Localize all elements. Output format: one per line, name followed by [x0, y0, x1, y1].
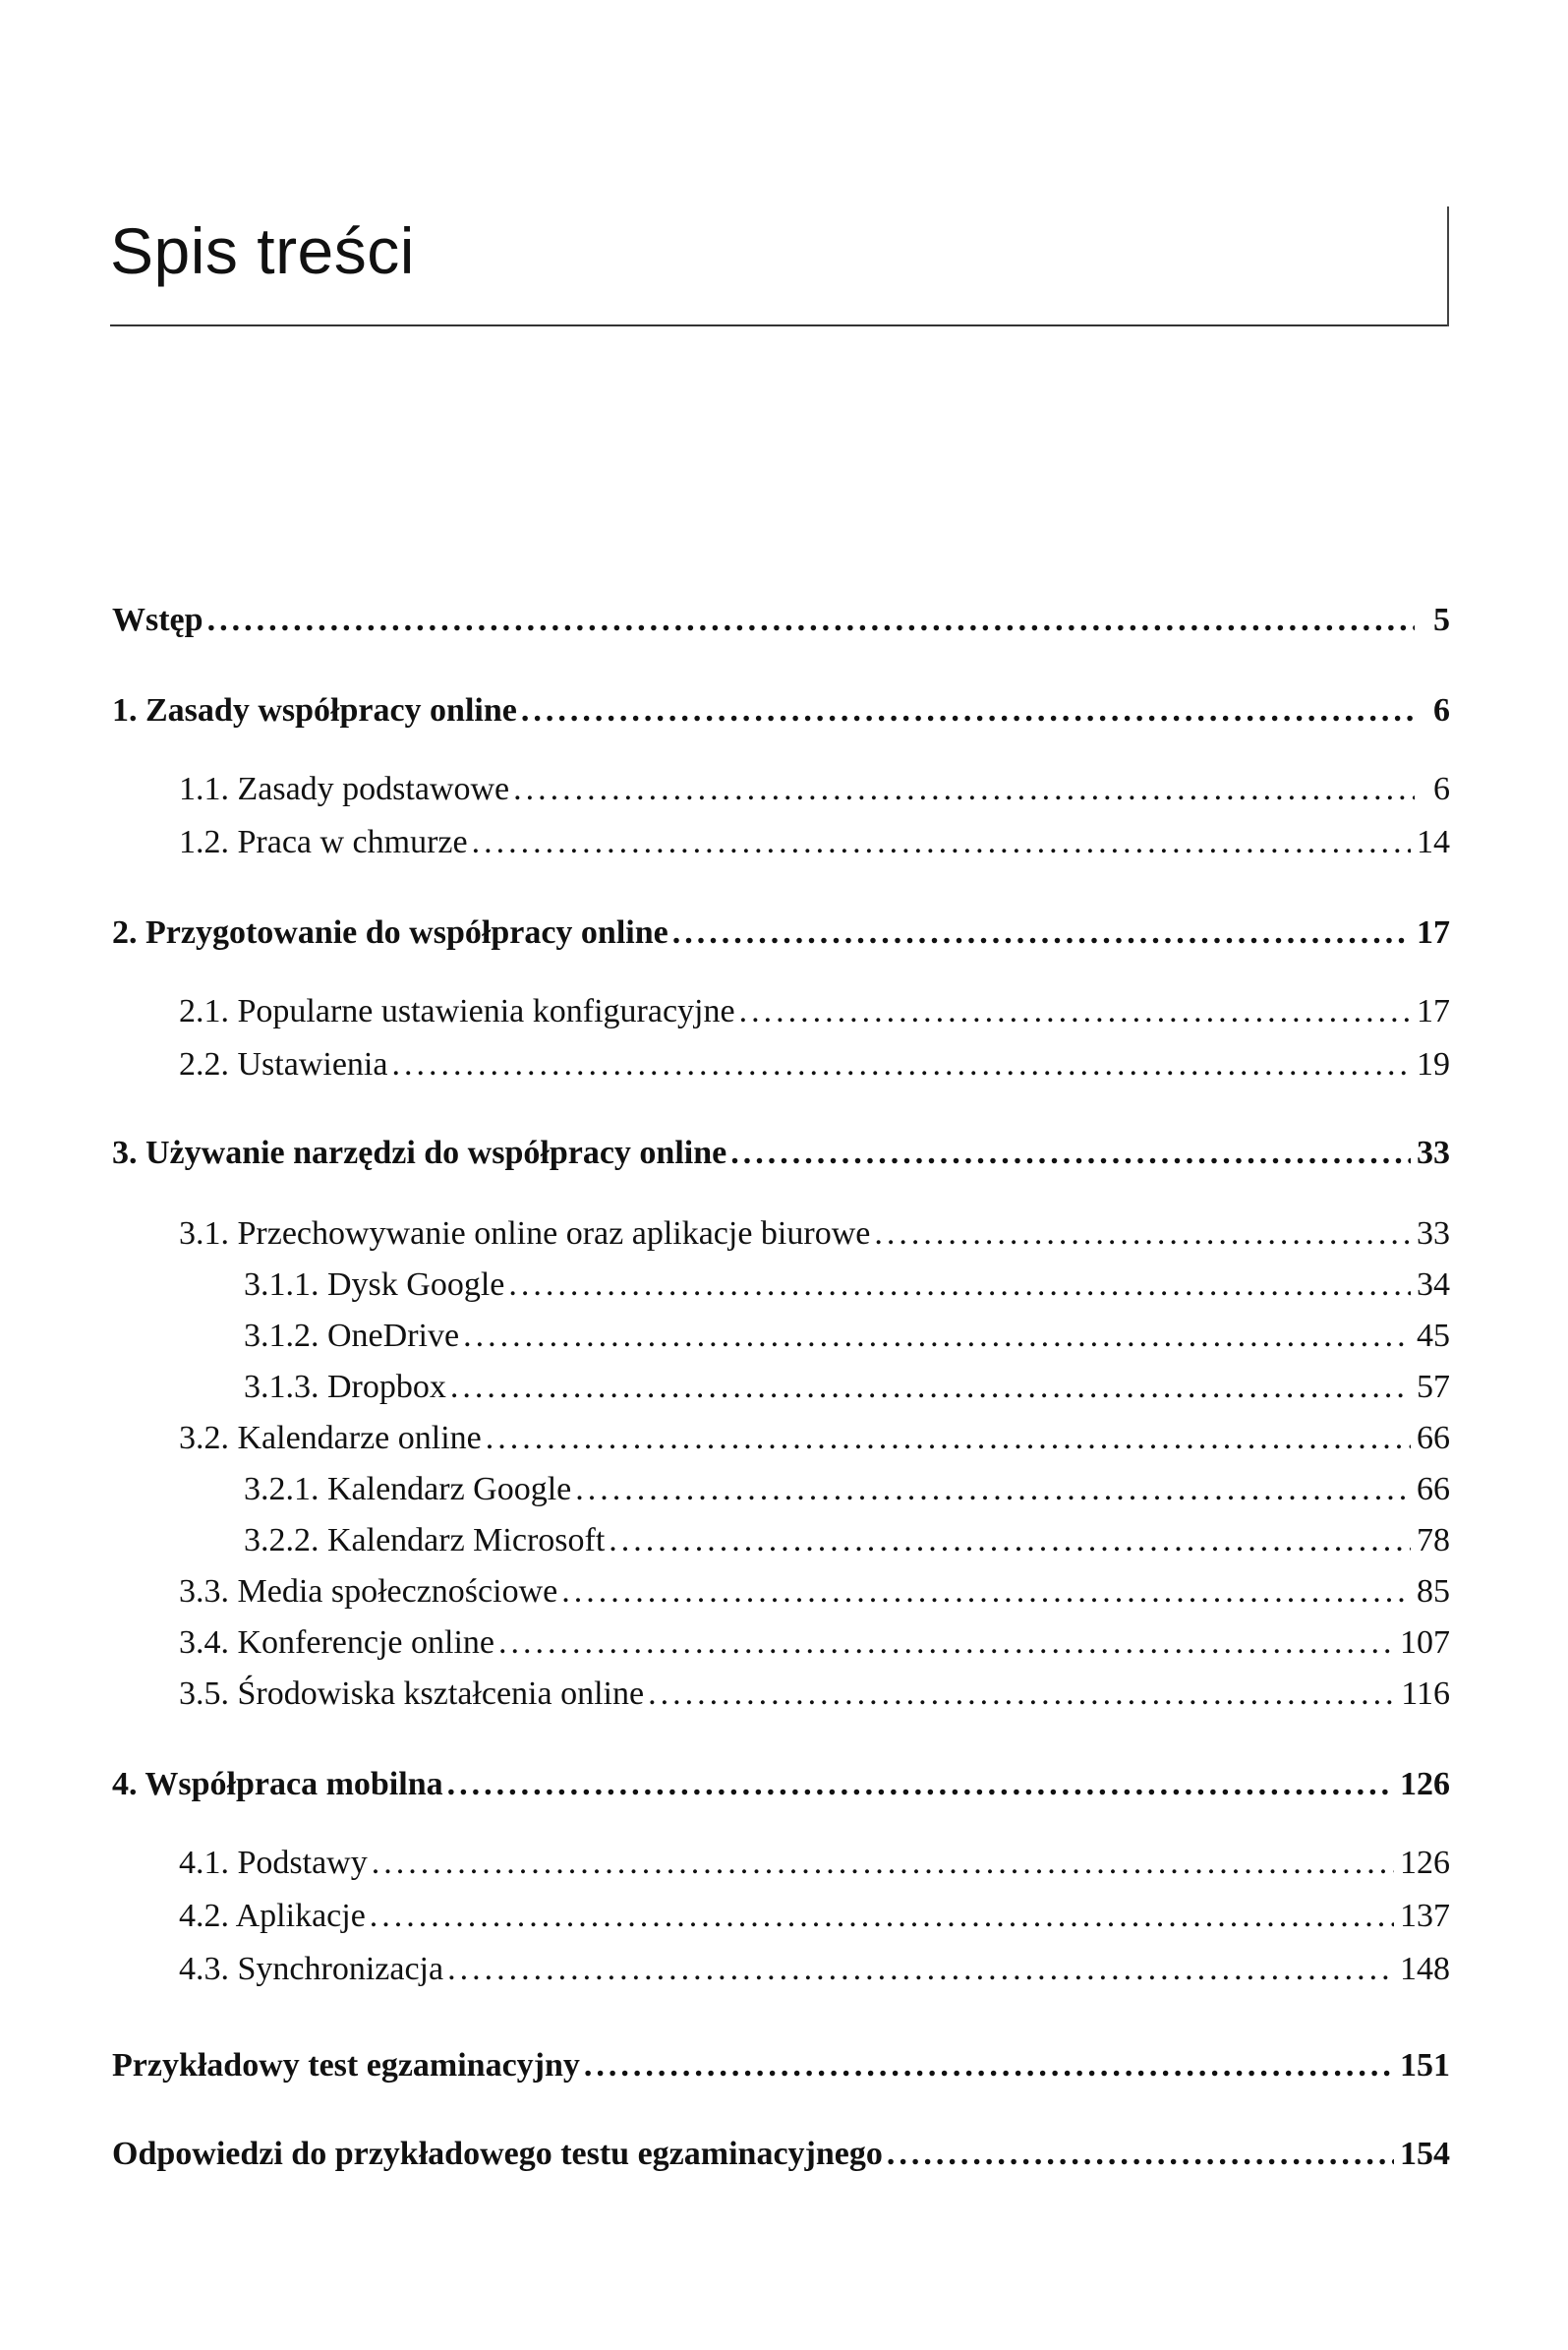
toc-entry-test-answers[interactable] — [0, 2136, 1568, 2179]
toc-leader-dots — [486, 1420, 1411, 1457]
toc-entry-label: 3. Używanie narzędzi do współpracy online — [112, 1135, 727, 1171]
toc-entry-wstep[interactable] — [0, 602, 1568, 645]
toc-entry-sample-test[interactable] — [0, 2047, 1568, 2090]
toc-entry-label: 3.3. Media społecznościowe — [179, 1573, 558, 1610]
toc-entry-chapter-2[interactable] — [0, 914, 1568, 958]
toc-leader-dots — [447, 1951, 1394, 1988]
toc-entry-section-3-1-1[interactable] — [0, 1266, 1568, 1310]
toc-entry-page: 85 — [1417, 1573, 1450, 1610]
toc-entry-label: Przykładowy test egzaminacyjny — [112, 2047, 580, 2084]
toc-entry-section-1-2[interactable] — [0, 824, 1568, 867]
toc-entry-section-3-2[interactable] — [0, 1420, 1568, 1463]
toc-leader-dots — [584, 2047, 1394, 2085]
toc-leader-dots — [672, 914, 1411, 952]
toc-leader-dots — [370, 1898, 1394, 1935]
toc-entry-label: 4.3. Synchronizacja — [179, 1951, 444, 1987]
toc-entry-page: 6 — [1433, 771, 1450, 807]
toc-entry-page: 66 — [1417, 1420, 1450, 1456]
toc-leader-dots — [561, 1573, 1411, 1611]
toc-entry-section-2-2[interactable] — [0, 1046, 1568, 1089]
toc-leader-dots — [207, 602, 1415, 639]
toc-entry-label: 2.2. Ustawienia — [179, 1046, 388, 1083]
toc-entry-page: 78 — [1417, 1522, 1450, 1558]
page-title: Spis treści — [110, 214, 415, 287]
toc-entry-label: 3.1.2. OneDrive — [244, 1318, 460, 1354]
title-corner-rule — [1447, 206, 1449, 326]
toc-entry-page: 137 — [1400, 1898, 1450, 1934]
toc-entry-section-4-1[interactable] — [0, 1845, 1568, 1888]
toc-leader-dots — [391, 1046, 1411, 1084]
toc-entry-label: Odpowiedzi do przykładowego testu egzaminacyjnego — [112, 2136, 883, 2172]
toc-entry-page: 107 — [1400, 1624, 1450, 1661]
toc-leader-dots — [874, 1215, 1411, 1253]
title-underline — [110, 324, 1449, 326]
toc-entry-page: 126 — [1400, 1766, 1450, 1802]
toc-entry-label: 1.1. Zasady podstawowe — [179, 771, 510, 807]
toc-leader-dots — [521, 692, 1415, 730]
toc-leader-dots — [447, 1766, 1394, 1803]
toc-entry-section-3-3[interactable] — [0, 1573, 1568, 1616]
toc-entry-page: 126 — [1400, 1845, 1450, 1881]
toc-leader-dots — [498, 1624, 1394, 1662]
toc-entry-page: 116 — [1401, 1675, 1450, 1712]
toc-entry-label: 1. Zasady współpracy online — [112, 692, 517, 729]
toc-entry-section-3-5[interactable] — [0, 1675, 1568, 1719]
toc-entry-section-4-3[interactable] — [0, 1951, 1568, 1994]
toc-entry-label: 4.1. Podstawy — [179, 1845, 368, 1881]
toc-entry-label: Wstęp — [112, 602, 203, 638]
toc-entry-label: 1.2. Praca w chmurze — [179, 824, 468, 860]
toc-entry-page: 33 — [1417, 1135, 1450, 1171]
toc-entry-page: 148 — [1400, 1951, 1450, 1987]
toc-entry-page: 151 — [1400, 2047, 1450, 2084]
toc-entry-page: 154 — [1400, 2136, 1450, 2172]
toc-entry-label: 3.2.2. Kalendarz Microsoft — [244, 1522, 606, 1558]
toc-leader-dots — [739, 993, 1411, 1030]
toc-entry-label: 4. Współpraca mobilna — [112, 1766, 443, 1802]
toc-entry-chapter-3[interactable] — [0, 1135, 1568, 1178]
toc-entry-page: 33 — [1417, 1215, 1450, 1252]
toc-leader-dots — [730, 1135, 1411, 1172]
toc-entry-label: 3.1. Przechowywanie online oraz aplikacje biurowe — [179, 1215, 871, 1252]
toc-entry-page: 17 — [1417, 993, 1450, 1029]
toc-entry-page: 45 — [1417, 1318, 1450, 1354]
toc-entry-section-3-1-2[interactable] — [0, 1318, 1568, 1361]
toc-entry-section-2-1[interactable] — [0, 993, 1568, 1036]
toc-leader-dots — [472, 824, 1411, 861]
toc-entry-section-3-1[interactable] — [0, 1215, 1568, 1259]
toc-leader-dots — [463, 1318, 1411, 1355]
toc-leader-dots — [648, 1675, 1395, 1713]
toc-leader-dots — [887, 2136, 1394, 2173]
toc-entry-page: 19 — [1417, 1046, 1450, 1083]
toc-entry-label: 3.1.1. Dysk Google — [244, 1266, 505, 1303]
toc-leader-dots — [508, 1266, 1411, 1304]
toc-entry-page: 34 — [1417, 1266, 1450, 1303]
toc-entry-section-3-2-2[interactable] — [0, 1522, 1568, 1565]
toc-leader-dots — [609, 1522, 1411, 1559]
toc-entry-section-3-1-3[interactable] — [0, 1369, 1568, 1412]
toc-entry-label: 3.5. Środowiska kształcenia online — [179, 1675, 645, 1712]
toc-entry-chapter-4[interactable] — [0, 1766, 1568, 1809]
toc-leader-dots — [450, 1369, 1411, 1406]
toc-leader-dots — [575, 1471, 1411, 1508]
toc-entry-label: 2. Przygotowanie do współpracy online — [112, 914, 668, 951]
toc-entry-page: 66 — [1417, 1471, 1450, 1507]
toc-entry-section-3-2-1[interactable] — [0, 1471, 1568, 1514]
toc-entry-chapter-1[interactable] — [0, 692, 1568, 735]
toc-entry-page: 14 — [1417, 824, 1450, 860]
toc-entry-page: 17 — [1417, 914, 1450, 951]
toc-entry-label: 4.2. Aplikacje — [179, 1898, 366, 1934]
toc-entry-section-4-2[interactable] — [0, 1898, 1568, 1941]
toc-entry-label: 2.1. Popularne ustawienia konfiguracyjne — [179, 993, 735, 1029]
toc-entry-page: 57 — [1417, 1369, 1450, 1405]
toc-entry-page: 6 — [1433, 692, 1450, 729]
toc-entry-section-3-4[interactable] — [0, 1624, 1568, 1668]
toc-entry-label: 3.2.1. Kalendarz Google — [244, 1471, 572, 1507]
toc-entry-section-1-1[interactable] — [0, 771, 1568, 814]
toc-entry-page: 5 — [1433, 602, 1450, 638]
toc-entry-label: 3.2. Kalendarze online — [179, 1420, 482, 1456]
toc-entry-label: 3.1.3. Dropbox — [244, 1369, 446, 1405]
toc-entry-label: 3.4. Konferencje online — [179, 1624, 494, 1661]
toc-leader-dots — [513, 771, 1415, 808]
toc-leader-dots — [372, 1845, 1394, 1882]
